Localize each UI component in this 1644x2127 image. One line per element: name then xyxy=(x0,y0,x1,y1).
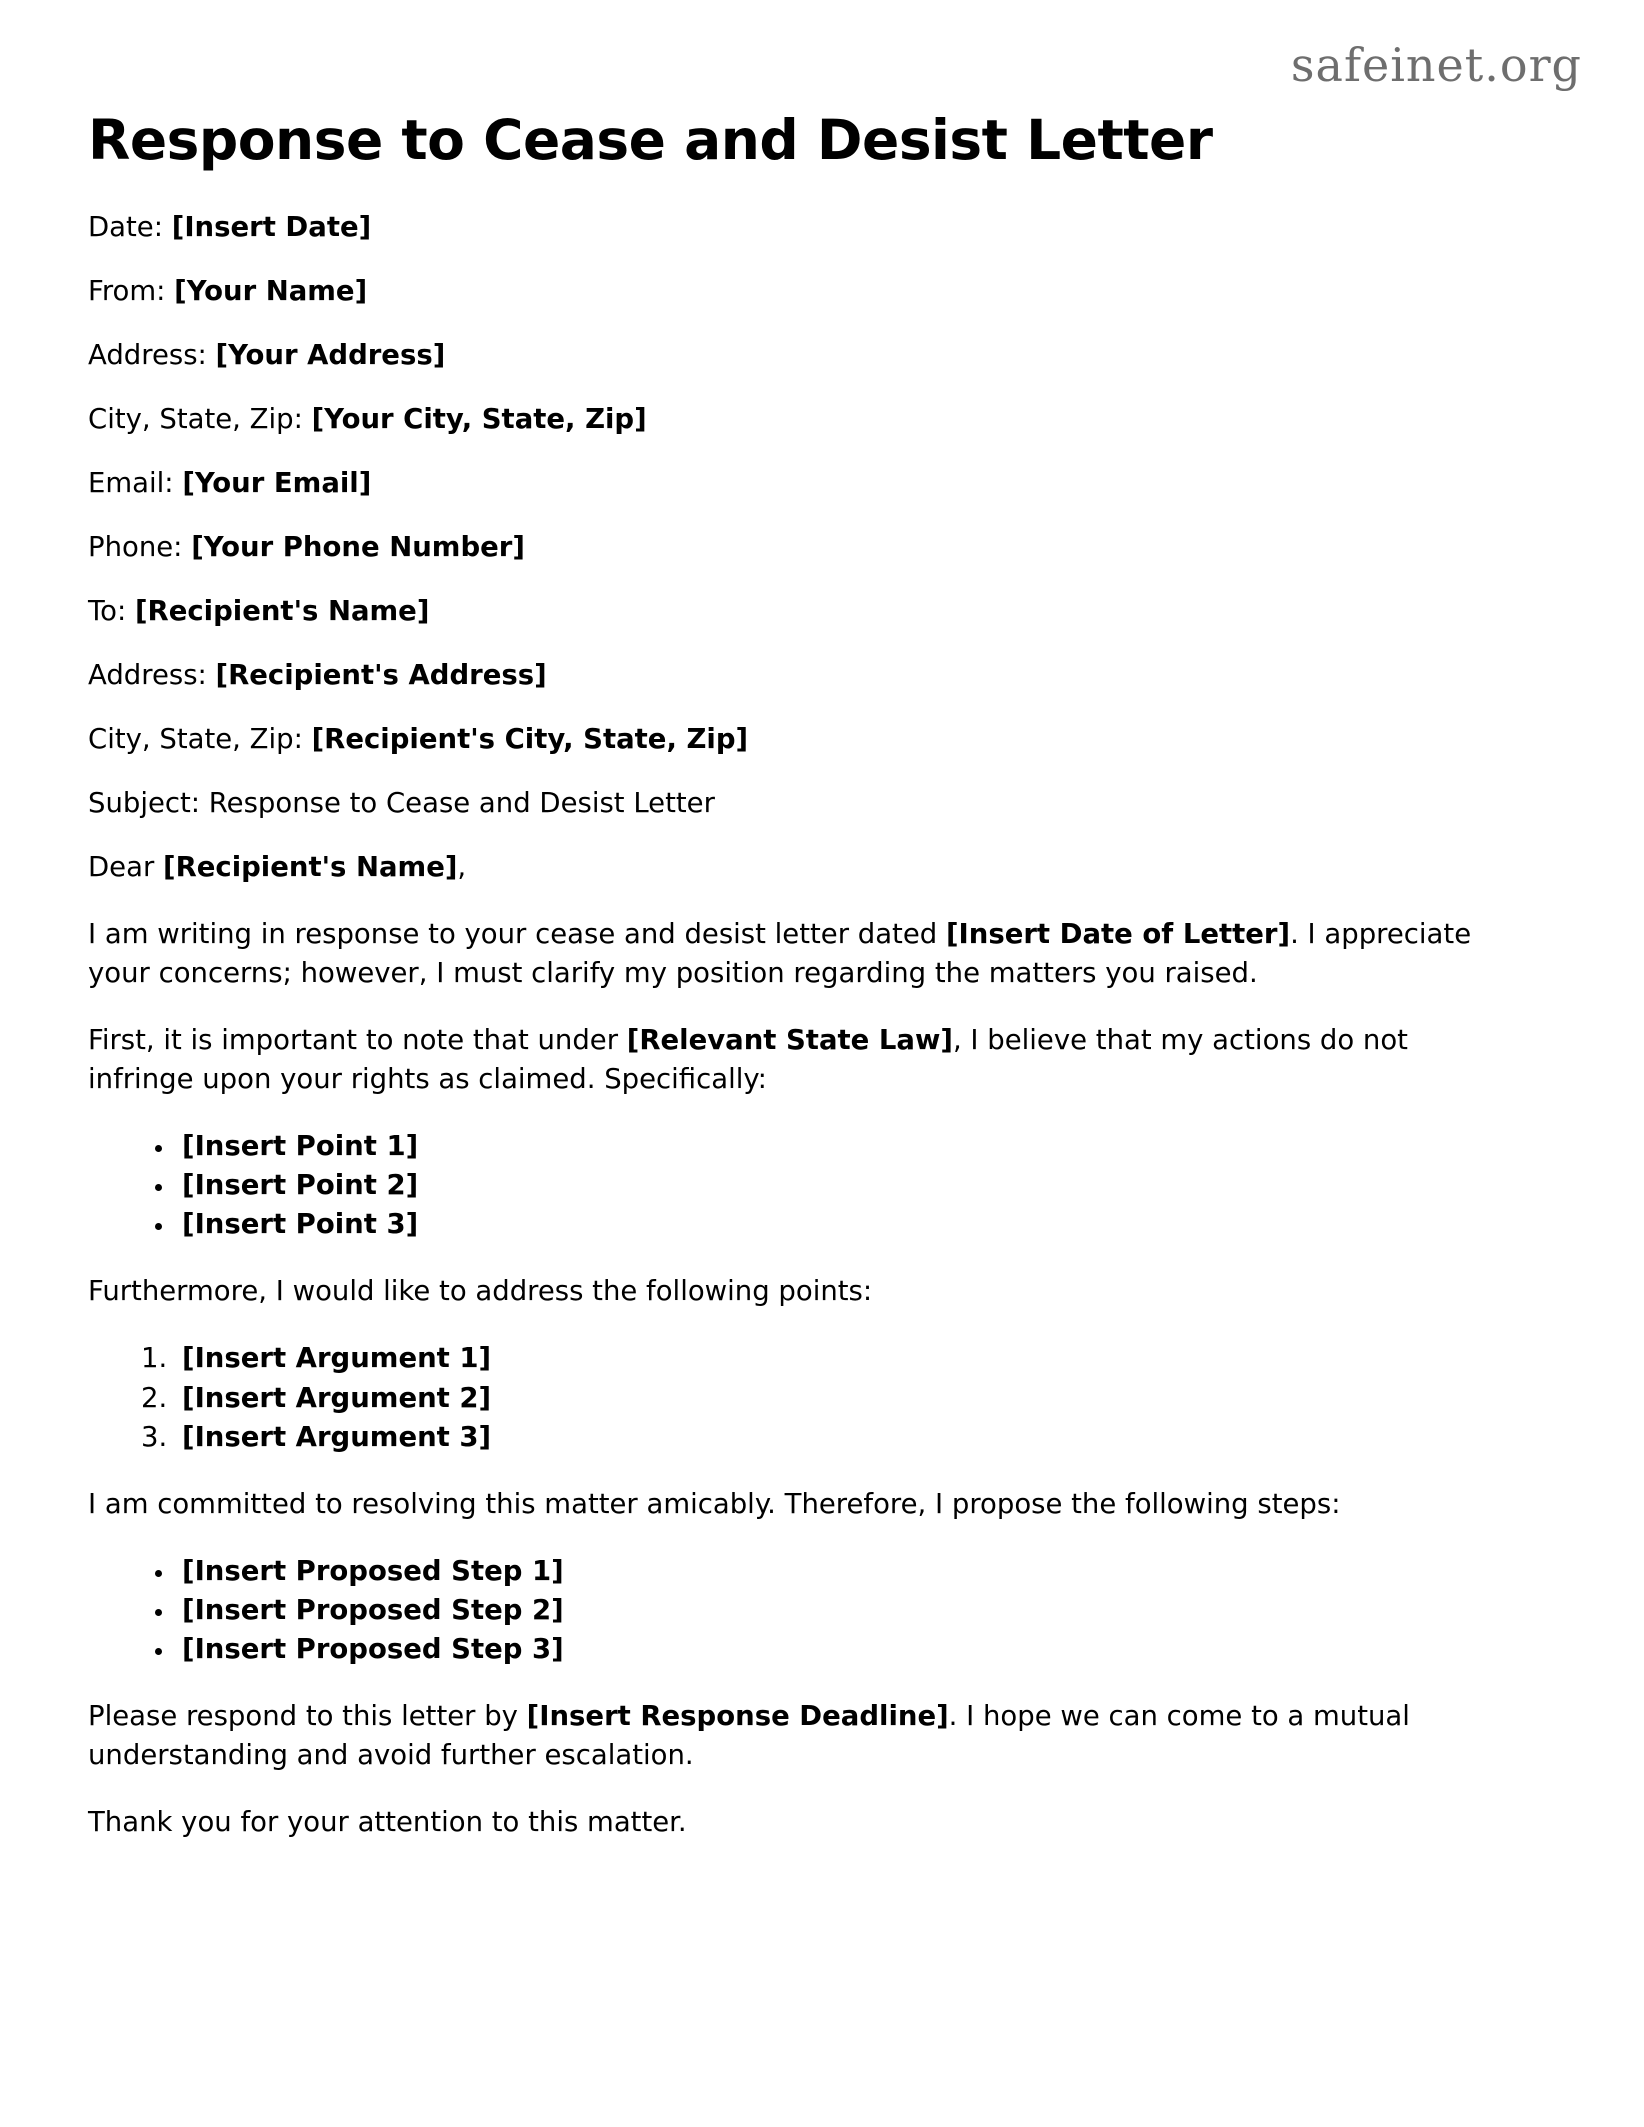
line-spacer xyxy=(88,695,1513,720)
paragraph-text-after: . I appreciate your concerns; however, I must clarify my position regarding the matters you raised. xyxy=(88,918,1472,990)
line-spacer xyxy=(88,311,1513,336)
subject-line: Subject: Response to Cease and Desist Letter xyxy=(88,787,715,820)
salutation-prefix: Dear xyxy=(88,851,163,884)
salutation-name: [Recipient's Name] xyxy=(163,851,458,884)
field-value: [Recipient's Name] xyxy=(134,594,430,627)
list-item xyxy=(176,1591,1513,1630)
paragraph-furthermore: Furthermore, I would like to address the following points: xyxy=(88,1275,873,1308)
field-value: [Insert Date] xyxy=(171,210,372,243)
site-watermark: safeinet.org xyxy=(1290,38,1582,92)
list-item-label: [Insert Point 3] xyxy=(182,1208,419,1241)
header-field-from xyxy=(88,272,1513,311)
paragraph-spacer xyxy=(88,1669,1513,1697)
header-field-date xyxy=(88,208,1513,247)
paragraph-deadline xyxy=(88,1697,1513,1775)
line-spacer xyxy=(88,375,1513,400)
document-body xyxy=(88,172,1513,1842)
field-label: Address: xyxy=(88,658,216,691)
paragraph-placeholder: [Insert Response Deadline] xyxy=(526,1699,949,1732)
field-label: Email: xyxy=(88,466,183,499)
paragraph-spacer xyxy=(88,993,1513,1021)
field-label: To: xyxy=(88,594,135,627)
list-item-label: [Insert Proposed Step 3] xyxy=(182,1632,564,1665)
list-item-label: [Insert Argument 1] xyxy=(182,1342,492,1375)
line-spacer xyxy=(88,631,1513,656)
list-item xyxy=(176,1205,1513,1244)
paragraph-text-after: . I hope we can come to a mutual understanding and avoid further escalation. xyxy=(88,1699,1410,1771)
paragraph-state-law xyxy=(88,1021,1513,1099)
list-item xyxy=(176,1379,1513,1418)
field-value: [Recipient's City, State, Zip] xyxy=(311,722,749,755)
line-spacer xyxy=(88,567,1513,592)
header-field-recipient-address xyxy=(88,656,1513,695)
paragraph-spacer xyxy=(88,887,1513,915)
header-field-sender-address xyxy=(88,336,1513,375)
list-item xyxy=(176,1552,1513,1591)
list-item-label: [Insert Argument 2] xyxy=(182,1381,492,1414)
field-value: [Your Address] xyxy=(215,338,446,371)
field-label: Phone: xyxy=(88,530,192,563)
field-label: Address: xyxy=(88,338,216,371)
paragraph-spacer xyxy=(88,1775,1513,1803)
list-item xyxy=(176,1339,1513,1378)
list-item-label: [Insert Point 1] xyxy=(182,1130,419,1163)
paragraph-intro xyxy=(88,915,1513,993)
paragraph-thanks: Thank you for your attention to this matter. xyxy=(88,1805,687,1838)
paragraph-text-after: , I believe that my actions do not infringe upon your rights as claimed. Specifically: xyxy=(88,1024,1408,1096)
points-list xyxy=(88,1127,1513,1244)
line-spacer xyxy=(88,503,1513,528)
salutation xyxy=(88,848,1513,887)
list-item-label: [Insert Proposed Step 1] xyxy=(182,1554,564,1587)
paragraph-placeholder: [Insert Date of Letter] xyxy=(945,918,1291,951)
header-field-phone xyxy=(88,528,1513,567)
page-title: Response to Cease and Desist Letter xyxy=(88,108,1213,172)
line-spacer xyxy=(88,759,1513,784)
field-label: Date: xyxy=(88,210,172,243)
list-item-label: [Insert Proposed Step 2] xyxy=(182,1593,564,1626)
line-spacer xyxy=(88,439,1513,464)
salutation-suffix: , xyxy=(457,851,467,884)
paragraph-text-before: I am writing in response to your cease and desist letter dated xyxy=(88,918,946,951)
paragraph-spacer xyxy=(88,1457,1513,1485)
paragraph-spacer xyxy=(88,1244,1513,1272)
field-label: City, State, Zip: xyxy=(88,402,312,435)
field-label: City, State, Zip: xyxy=(88,722,312,755)
paragraph-spacer xyxy=(88,1099,1513,1127)
header-field-email xyxy=(88,464,1513,503)
header-field-sender-city xyxy=(88,400,1513,439)
line-spacer xyxy=(88,823,1513,848)
paragraph-resolution: I am committed to resolving this matter amicably. Therefore, I propose the following steps: xyxy=(88,1487,1341,1520)
header-field-recipient-city xyxy=(88,720,1513,759)
paragraph-spacer xyxy=(88,1311,1513,1339)
list-item xyxy=(176,1630,1513,1669)
field-value: [Your Name] xyxy=(174,274,368,307)
header-field-to xyxy=(88,592,1513,631)
field-value: [Your Phone Number] xyxy=(191,530,525,563)
field-value: [Your Email] xyxy=(182,466,372,499)
list-item xyxy=(176,1166,1513,1205)
paragraph-text-before: First, it is important to note that under xyxy=(88,1024,627,1057)
field-label: From: xyxy=(88,274,175,307)
proposed-steps-list xyxy=(88,1552,1513,1669)
field-value: [Your City, State, Zip] xyxy=(311,402,647,435)
list-item xyxy=(176,1418,1513,1457)
list-item xyxy=(176,1127,1513,1166)
letter-header-block xyxy=(88,208,1513,759)
paragraph-placeholder: [Relevant State Law] xyxy=(626,1024,953,1057)
paragraph-text-before: Please respond to this letter by xyxy=(88,1699,527,1732)
paragraph-spacer xyxy=(88,1524,1513,1552)
list-item-label: [Insert Point 2] xyxy=(182,1169,419,1202)
arguments-list xyxy=(88,1339,1513,1456)
list-item-label: [Insert Argument 3] xyxy=(182,1420,492,1453)
line-spacer xyxy=(88,247,1513,272)
field-value: [Recipient's Address] xyxy=(215,658,547,691)
